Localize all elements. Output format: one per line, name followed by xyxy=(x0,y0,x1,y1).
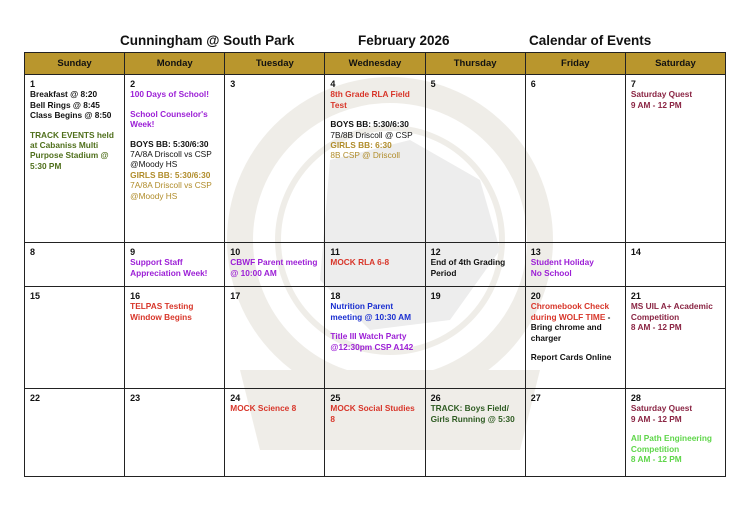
day-cell xyxy=(525,287,625,389)
day-number: 12 xyxy=(430,247,441,257)
event-text: TRACK EVENTS held at Cabaniss Multi Purpose Stadium @ 5:30 PM xyxy=(30,129,114,171)
day-cell xyxy=(125,243,225,287)
day-cell xyxy=(225,287,325,389)
event-text: 7B/8B Driscoll @ CSP xyxy=(330,129,413,140)
event-text: Bring chrome and charger xyxy=(530,322,602,343)
month-title: February 2026 xyxy=(358,33,450,48)
event-text: MOCK Social Studies 8 xyxy=(330,403,415,424)
event-text: CBWF Parent meeting @ 10:00 AM xyxy=(230,257,318,278)
event-text: Chromebook Check during WOLF TIME - xyxy=(530,301,611,322)
event-text: School Counselor's Week! xyxy=(130,108,208,130)
day-number: 22 xyxy=(30,393,41,403)
event-text: TELPAS Testing Window Begins xyxy=(130,301,194,322)
day-cell xyxy=(425,287,525,389)
weekday-thursday: Thursday xyxy=(425,53,525,75)
day-number: 10 xyxy=(230,247,241,257)
weekday-tuesday: Tuesday xyxy=(225,53,325,75)
event-text: GIRLS BB: 5:30/6:30 xyxy=(130,169,211,180)
day-cell xyxy=(125,287,225,389)
day-cell xyxy=(625,243,725,287)
week-row xyxy=(25,75,726,243)
event-text: TRACK: Boys Field/ Girls Running @ 5:30 xyxy=(430,403,515,424)
day-number: 3 xyxy=(230,79,236,89)
day-number: 2 xyxy=(130,79,136,89)
day-cell xyxy=(425,389,525,477)
day-number: 18 xyxy=(330,291,341,301)
day-cell xyxy=(525,389,625,477)
day-cell xyxy=(25,389,125,477)
day-cell xyxy=(525,243,625,287)
day-number: 7 xyxy=(630,79,636,89)
day-number: 16 xyxy=(130,291,141,301)
week-row xyxy=(25,287,726,389)
day-cell xyxy=(25,287,125,389)
weekday-header-row xyxy=(25,53,726,75)
day-cell xyxy=(425,243,525,287)
event-text: 8 AM - 12 PM xyxy=(630,322,682,333)
event-text: MOCK Science 8 xyxy=(230,403,297,414)
day-cell xyxy=(625,287,725,389)
calendar-header xyxy=(0,33,750,51)
event-text: Saturday Quest xyxy=(630,403,693,414)
day-cell xyxy=(125,75,225,243)
event-text: GIRLS BB: 6:30 xyxy=(330,140,392,151)
event-text: End of 4th Grading Period xyxy=(430,257,506,278)
calendar-subtitle: Calendar of Events xyxy=(529,33,652,48)
event-text: Nutrition Parent meeting @ 10:30 AM xyxy=(330,301,412,322)
day-number: 23 xyxy=(130,393,141,403)
day-number: 6 xyxy=(530,79,536,89)
event-text: Saturday Quest xyxy=(630,89,693,100)
event-text: Report Cards Online xyxy=(530,352,612,363)
weekday-saturday: Saturday xyxy=(625,53,725,75)
event-text: 7A/8A Driscoll vs CSP @Moody HS xyxy=(130,180,212,201)
day-number: 25 xyxy=(330,393,341,403)
day-number: 9 xyxy=(130,247,136,257)
day-cell xyxy=(525,75,625,243)
day-cell xyxy=(325,75,425,243)
day-number: 4 xyxy=(330,79,336,89)
weekday-wednesday: Wednesday xyxy=(325,53,425,75)
weekday-friday: Friday xyxy=(525,53,625,75)
event-text: 8B CSP @ Driscoll xyxy=(330,150,401,161)
calendar-grid xyxy=(24,52,726,477)
day-cell xyxy=(225,75,325,243)
day-cell xyxy=(25,75,125,243)
school-name: Cunningham @ South Park xyxy=(120,33,295,48)
event-text: All Path Engineering Competition xyxy=(630,433,712,454)
day-cell xyxy=(625,389,725,477)
day-number: 13 xyxy=(530,247,541,257)
event-text: Student Holiday xyxy=(530,257,594,268)
day-cell xyxy=(425,75,525,243)
event-text: MS UIL A+ Academic Competition xyxy=(630,301,713,322)
day-cell xyxy=(225,243,325,287)
day-number: 14 xyxy=(630,247,641,257)
event-text: Breakfast @ 8:20 xyxy=(30,89,98,100)
day-number: 17 xyxy=(230,291,241,301)
event-text: Title III Watch Party @12:30pm CSP A142 xyxy=(330,331,414,352)
event-text: Class Begins @ 8:50 xyxy=(30,110,112,121)
day-cell xyxy=(325,287,425,389)
week-row xyxy=(25,389,726,477)
day-number: 11 xyxy=(330,247,340,257)
day-number: 27 xyxy=(530,393,541,403)
event-text: 7A/8A Driscoll vs CSP @Moody HS xyxy=(130,149,212,170)
day-cell xyxy=(25,243,125,287)
day-cell xyxy=(625,75,725,243)
event-text: 100 Days of School! xyxy=(130,89,209,100)
weekday-sunday: Sunday xyxy=(25,53,125,75)
weekday-monday: Monday xyxy=(125,53,225,75)
day-cell xyxy=(125,389,225,477)
day-cell xyxy=(225,389,325,477)
event-text: BOYS BB: 5:30/6:30 xyxy=(330,119,409,130)
event-text: MOCK RLA 6-8 xyxy=(330,257,390,268)
day-cell xyxy=(325,243,425,287)
day-number: 1 xyxy=(30,79,36,89)
day-number: 5 xyxy=(430,79,436,89)
event-text: Bell Rings @ 8:45 xyxy=(30,99,100,110)
day-number: 24 xyxy=(230,393,241,403)
event-text: 9 AM - 12 PM xyxy=(630,413,682,424)
day-number: 20 xyxy=(530,291,541,301)
day-cell xyxy=(325,389,425,477)
day-number: 15 xyxy=(30,291,41,301)
week-row xyxy=(25,243,726,287)
event-text: 8th Grade RLA Field Test xyxy=(330,89,410,110)
event-text: 9 AM - 12 PM xyxy=(630,99,682,110)
event-text: 8 AM - 12 PM xyxy=(630,454,682,465)
day-number: 26 xyxy=(430,393,441,403)
event-text: Support Staff Appreciation Week! xyxy=(130,257,208,278)
day-number: 8 xyxy=(30,247,36,257)
day-number: 28 xyxy=(630,393,641,403)
event-suffix: - xyxy=(605,311,611,322)
day-number: 19 xyxy=(430,291,441,301)
day-number: 21 xyxy=(630,291,641,301)
event-text: BOYS BB: 5:30/6:30 xyxy=(130,138,209,149)
event-text: No School xyxy=(530,267,572,278)
